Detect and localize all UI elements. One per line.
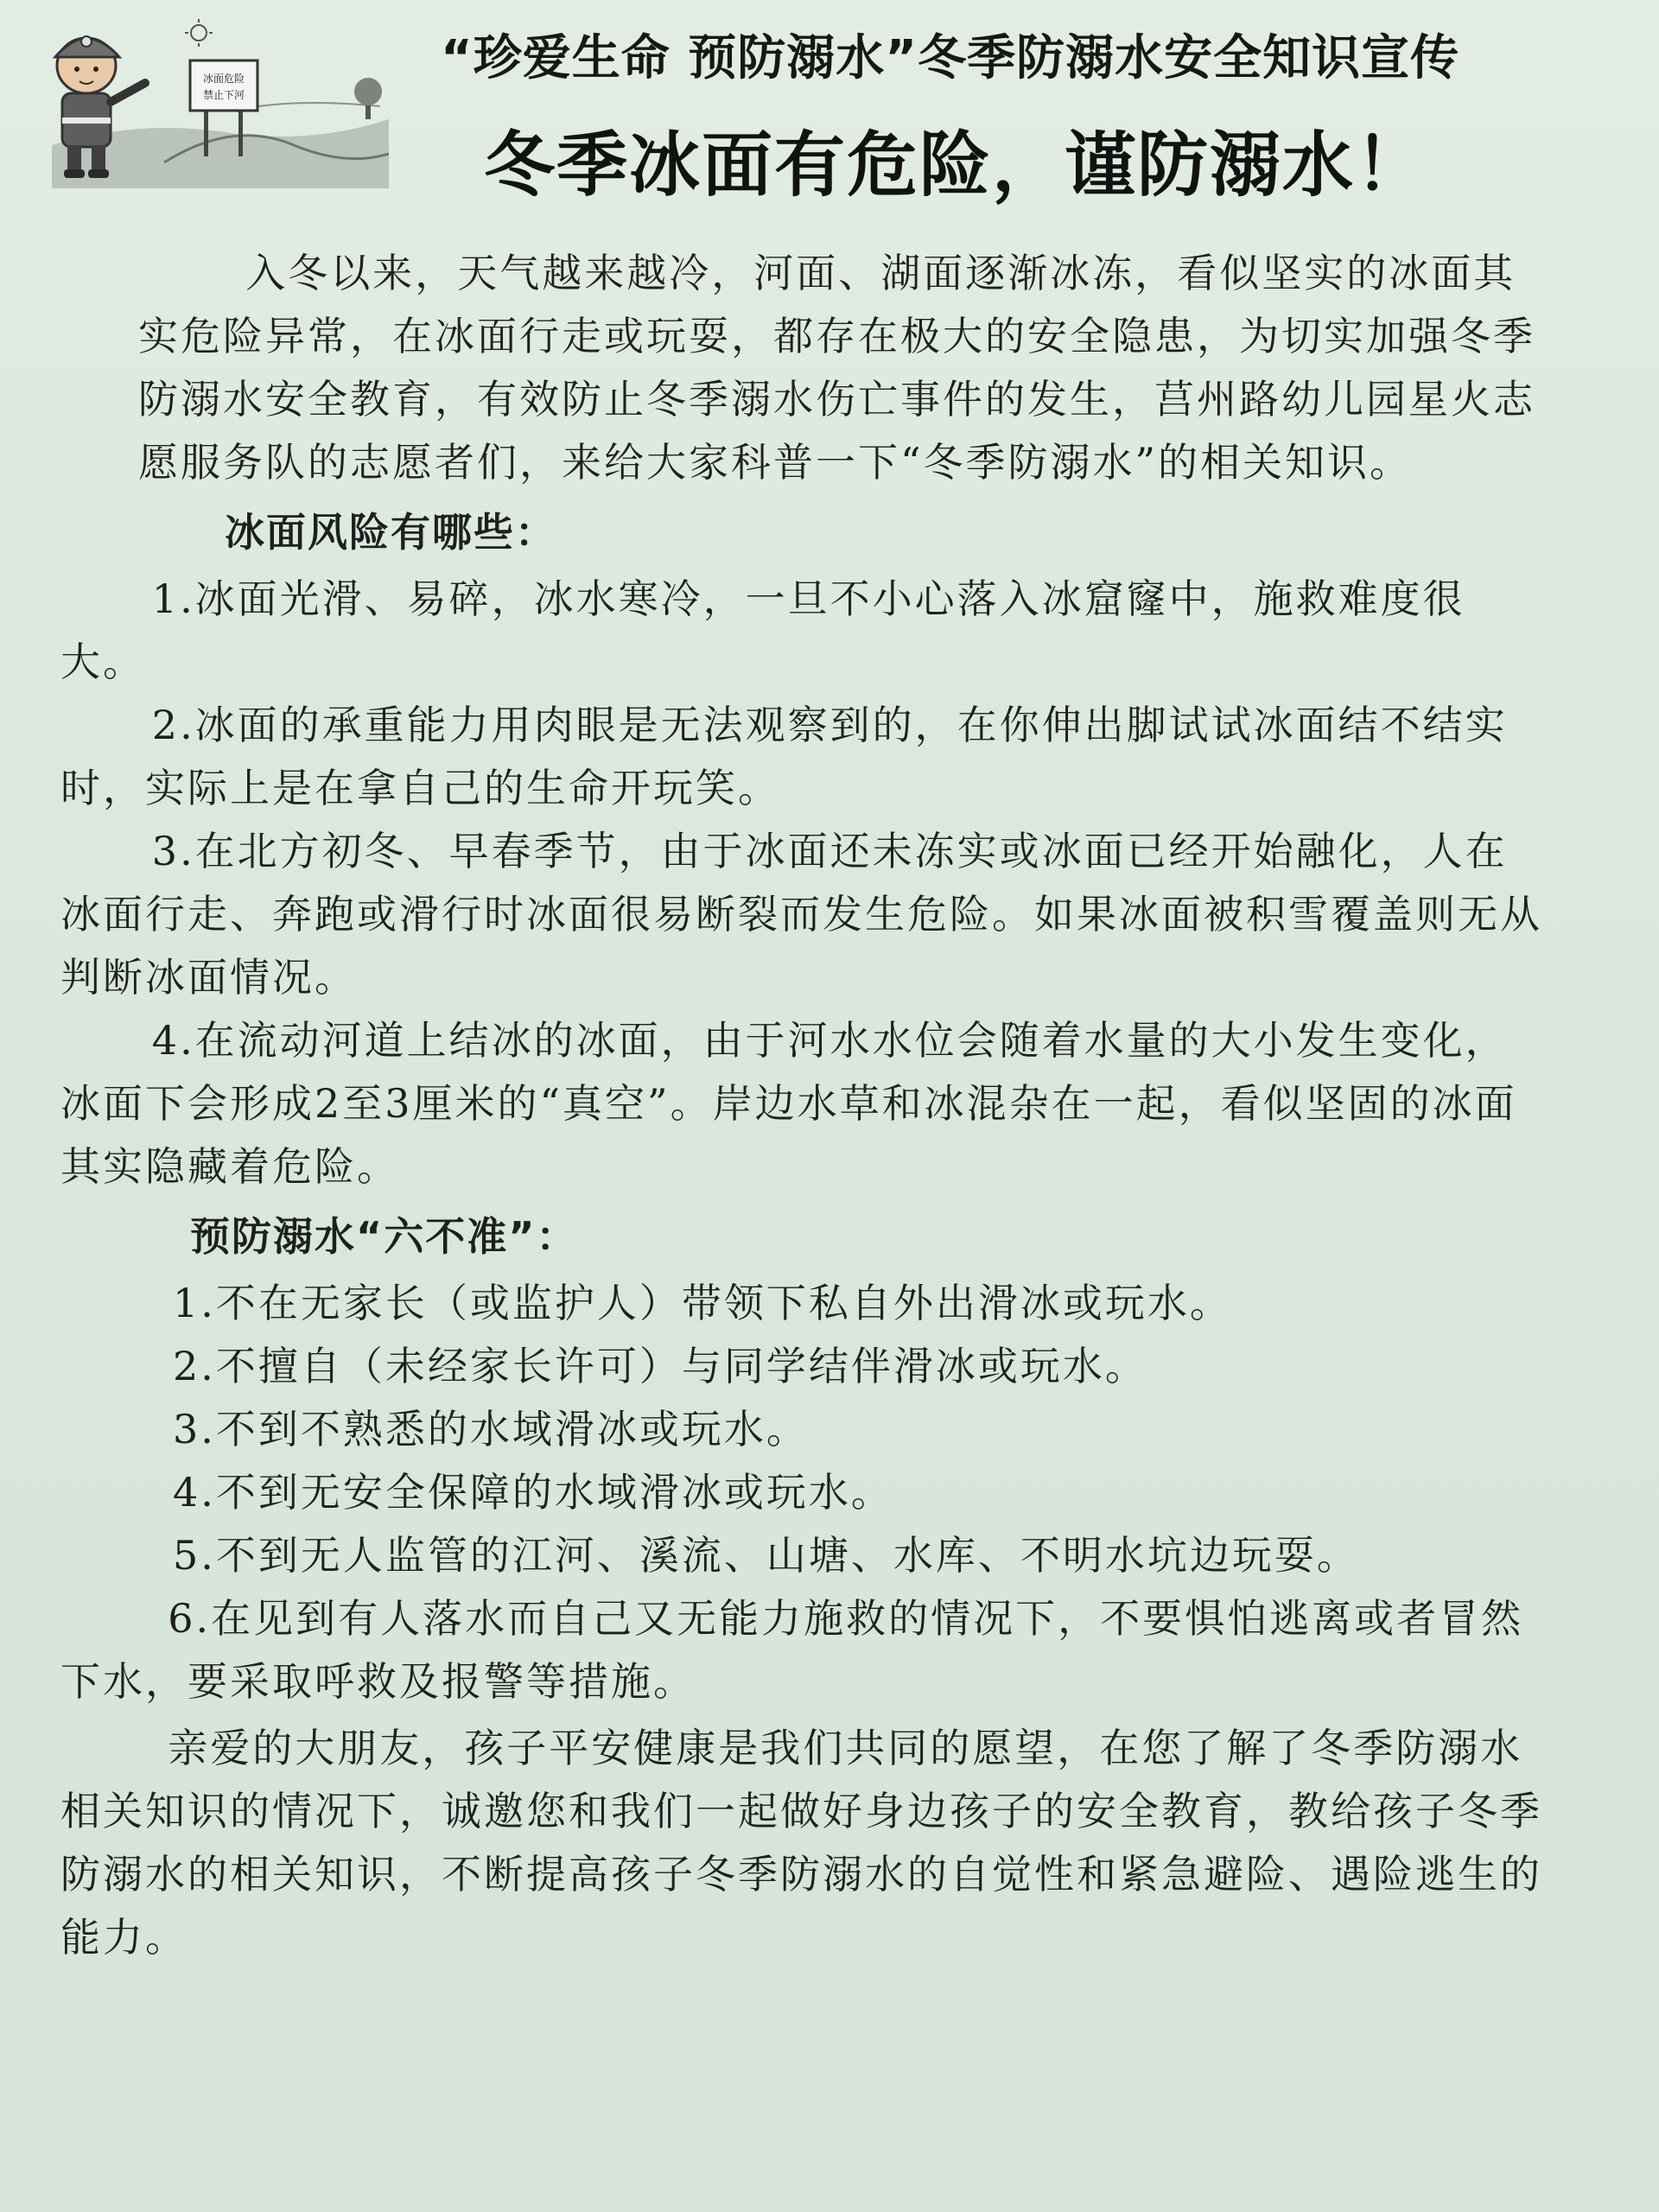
rule-item: 3.不到不熟悉的水域滑冰或玩水。 <box>173 1406 809 1452</box>
closing-paragraph: 亲爱的大朋友，孩子平安健康是我们共同的愿望，在您了解了冬季防溺水相关知识的情况下，诚邀您和我们一起做好身边孩子的安全教育，教给孩子冬季防溺水的相关知识，不断提高孩子冬季防溺水的自觉性和紧急避险、遇险逃生的能力。 <box>60 1725 1542 1961</box>
risk-item: 1.冰面光滑、易碎，冰水寒冷，一旦不小心落入冰窟窿中，施救难度很大。 <box>60 575 1465 685</box>
safety-mascot-illustration <box>35 16 389 188</box>
intro-paragraph: 入冬以来，天气越来越冷，河面、湖面逐渐冰冻，看似坚实的冰面其实危险异常，在冰面行走或玩耍，都存在极大的安全隐患，为切实加强冬季防溺水安全教育，有效防止冬季溺水伤亡事件的发生，莒州路幼儿园星火志愿服务队的志愿者们，来给大家科普一下“冬季防溺水”的相关知识。 <box>138 250 1535 486</box>
svg-text:冰面危险: 冰面危险 <box>202 73 245 85</box>
rule-item: 1.不在无家长（或监护人）带领下私自外出滑冰或玩水。 <box>173 1280 1232 1326</box>
risks-heading: 冰面风险有哪些： <box>225 509 556 556</box>
risk-item: 3.在北方初冬、早春季节，由于冰面还未冻实或冰面已经开始融化，人在冰面行走、奔跑或滑行时冰面很易断裂而发生危险。如果冰面被积雪覆盖则无从判断冰面情况。 <box>60 828 1542 1001</box>
rule-item: 5.不到无人监管的江河、溪流、山塘、水库、不明水坑边玩耍。 <box>173 1532 1359 1579</box>
flyer-body <box>60 242 1547 1969</box>
tree-icon <box>354 78 382 119</box>
rules-heading: 预防溺水“六不准”： <box>190 1213 578 1260</box>
flyer-subtitle: “珍爱生命 预防溺水”冬季防溺水安全知识宣传 <box>441 30 1460 86</box>
svg-text:禁止下河: 禁止下河 <box>202 89 245 101</box>
rule-item: 4.不到无安全保障的水域滑冰或玩水。 <box>173 1469 893 1516</box>
flyer-title: 冬季冰面有危险，谨防溺水！ <box>484 124 1428 207</box>
rule-item: 6.在见到有人落水而自己又无能力施救的情况下，不要惧怕逃离或者冒然下水，要采取呼救及报警等措施。 <box>60 1595 1524 1705</box>
risk-item: 4.在流动河道上结冰的冰面，由于河水水位会随着水量的大小发生变化，冰面下会形成2至3厘米的“真空”。岸边水草和冰混杂在一起，看似坚固的冰面其实隐藏着危险。 <box>60 1017 1517 1190</box>
rule-item: 2.不擅自（未经家长许可）与同学结伴滑冰或玩水。 <box>173 1343 1147 1389</box>
risk-item: 2.冰面的承重能力用肉眼是无法观察到的，在你伸出脚试试冰面结不结实时，实际上是在拿自己的生命开玩笑。 <box>60 702 1508 811</box>
sun-icon <box>185 19 213 47</box>
